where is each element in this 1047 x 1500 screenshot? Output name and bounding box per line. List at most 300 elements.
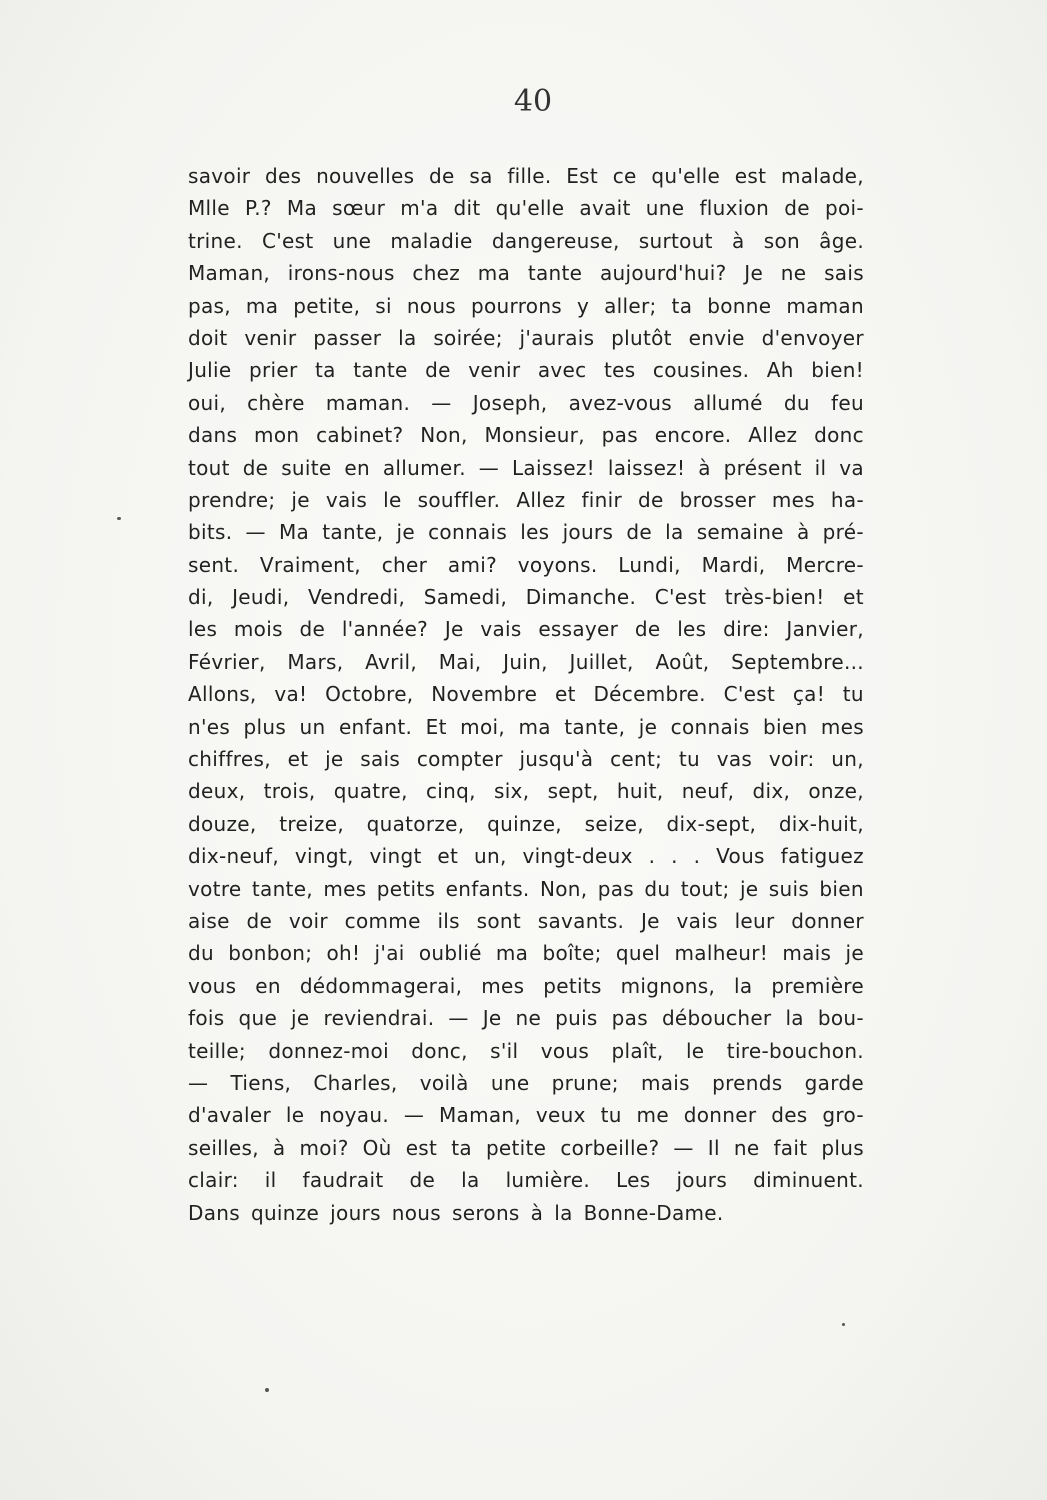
word: Vraiment, xyxy=(259,552,361,577)
word: Septembre... xyxy=(731,649,864,674)
word: dit xyxy=(453,196,481,221)
word: reviendrai. xyxy=(323,1006,435,1031)
word: venir xyxy=(244,325,297,350)
word: leur xyxy=(734,908,775,933)
word: mignons, xyxy=(620,973,716,998)
word: quinze xyxy=(250,1200,320,1225)
word: tes xyxy=(603,358,636,383)
text-line xyxy=(188,549,864,581)
word: dédommagerai, xyxy=(299,973,463,998)
word: Allez xyxy=(516,487,566,512)
word: surtout xyxy=(638,228,713,253)
word: Allez xyxy=(748,423,798,448)
word: fait xyxy=(773,1135,808,1160)
word: tire-bouchon. xyxy=(726,1038,864,1063)
word: bits. xyxy=(188,520,233,545)
text-line xyxy=(188,354,864,386)
text-line xyxy=(188,840,864,872)
word: sent. xyxy=(188,552,240,577)
word: y xyxy=(577,293,590,318)
text-line xyxy=(188,873,864,905)
word: tante xyxy=(527,261,583,286)
word: et xyxy=(843,585,864,610)
word: bien xyxy=(763,714,808,739)
word: quel xyxy=(615,941,661,966)
word: donner xyxy=(683,1103,757,1128)
word: oh! xyxy=(326,941,361,966)
word: qu'elle xyxy=(495,196,565,221)
ink-speck xyxy=(117,517,121,520)
word: des xyxy=(265,164,302,188)
word: je xyxy=(325,747,344,772)
word: oui, xyxy=(188,390,227,415)
word: mois xyxy=(233,617,283,642)
text-line xyxy=(188,1035,864,1067)
word: pas xyxy=(611,1006,648,1031)
word: de xyxy=(299,617,326,642)
word: Où xyxy=(362,1135,392,1160)
word: me xyxy=(636,1103,669,1128)
word: vais xyxy=(676,908,718,933)
word: puis xyxy=(555,1006,598,1031)
word: connais xyxy=(670,714,750,739)
word: sœur xyxy=(332,196,386,221)
word: savants. xyxy=(537,908,625,933)
word: j'aurais xyxy=(519,325,595,350)
word: prune; xyxy=(551,1070,619,1095)
word: de xyxy=(409,1168,436,1193)
word: va xyxy=(839,455,864,480)
word: fille. xyxy=(507,164,552,188)
word: de xyxy=(784,196,810,221)
word: . xyxy=(671,844,678,869)
word: envie xyxy=(688,325,745,350)
page-number: 40 xyxy=(513,84,553,119)
text-line xyxy=(188,711,864,743)
word: lumière. xyxy=(505,1168,590,1193)
word: de xyxy=(425,358,451,383)
text-line xyxy=(188,160,864,192)
word: dire: xyxy=(723,617,770,642)
word: Vendredi, xyxy=(307,585,406,610)
word: quatre, xyxy=(333,779,408,804)
word: mes xyxy=(820,714,864,739)
text-line xyxy=(188,646,864,678)
text-line xyxy=(188,1002,864,1034)
word: Ah xyxy=(766,358,794,383)
word: Monsieur, xyxy=(484,423,585,448)
word: quatorze, xyxy=(366,811,465,836)
word: Laissez! xyxy=(511,455,595,480)
text-line xyxy=(188,387,864,419)
word: cinq, xyxy=(426,779,476,804)
word: les xyxy=(520,520,550,545)
word: que xyxy=(238,1006,278,1031)
word: cent; xyxy=(610,747,663,772)
word: chez xyxy=(412,261,461,286)
word: Charles, xyxy=(313,1070,398,1095)
word: Juillet, xyxy=(569,649,634,674)
word: son xyxy=(763,228,800,253)
text-line xyxy=(188,1164,864,1196)
word: bien! xyxy=(811,358,864,383)
word: Non, xyxy=(539,876,588,901)
word: un, xyxy=(474,844,507,869)
word: Est xyxy=(566,164,599,188)
word: irons-nous xyxy=(287,261,395,286)
word: de xyxy=(634,617,661,642)
word: pas, xyxy=(188,293,231,318)
word: petite xyxy=(485,1135,547,1160)
word: n'es xyxy=(188,714,231,739)
word: noyau. xyxy=(319,1103,389,1128)
word: bonne xyxy=(707,293,772,318)
word: l'année? xyxy=(341,617,429,642)
word: donner xyxy=(791,908,864,933)
word: je xyxy=(638,714,658,739)
word: douze, xyxy=(188,811,257,836)
word: nouvelles xyxy=(316,164,415,188)
word: enfant. xyxy=(338,714,413,739)
word: connais xyxy=(428,520,508,545)
text-line xyxy=(188,1197,864,1229)
word: vais xyxy=(480,617,522,642)
word: huit, xyxy=(616,779,664,804)
word: il xyxy=(264,1168,277,1193)
word: ma xyxy=(477,261,511,286)
word: P.? xyxy=(244,196,272,221)
word: Dimanche. xyxy=(525,585,637,610)
word: — xyxy=(245,520,266,545)
text-line xyxy=(188,290,864,322)
text-line xyxy=(188,257,864,289)
word: pourrons xyxy=(471,293,563,318)
word: clair: xyxy=(188,1168,239,1193)
word: treize, xyxy=(279,811,344,836)
word: dangereuse, xyxy=(491,228,620,253)
word: laissez! xyxy=(607,455,686,480)
word: tout xyxy=(188,455,230,480)
word: première xyxy=(771,973,864,998)
word: et xyxy=(287,747,309,772)
word: C'est xyxy=(654,585,707,610)
text-line xyxy=(188,905,864,937)
text-line xyxy=(188,484,864,516)
word: diminuent. xyxy=(753,1168,864,1193)
word: Allons, xyxy=(188,682,257,707)
word: petits xyxy=(376,876,436,901)
text-line xyxy=(188,322,864,354)
word: ma xyxy=(518,714,551,739)
word: pas xyxy=(597,876,635,901)
word: Et xyxy=(425,714,447,739)
word: en xyxy=(344,455,370,480)
word: plus xyxy=(821,1135,864,1160)
word: faudrait xyxy=(302,1168,384,1193)
word: mais xyxy=(640,1070,690,1095)
word: la xyxy=(461,1168,480,1193)
word: le xyxy=(285,1103,305,1128)
word: enfants. xyxy=(445,876,530,901)
word: Il xyxy=(707,1135,720,1160)
word: vous xyxy=(188,973,237,998)
word: Bonne-Dame. xyxy=(583,1200,724,1225)
word: onze, xyxy=(808,779,864,804)
word: dans xyxy=(188,423,238,448)
word: — xyxy=(673,1135,694,1160)
word: de xyxy=(638,487,664,512)
word: Tiens, xyxy=(230,1070,292,1095)
word: du xyxy=(188,941,214,966)
word: trine. xyxy=(188,228,243,253)
word: teille; xyxy=(188,1038,246,1063)
word: des xyxy=(771,1103,808,1128)
word: la xyxy=(554,1200,573,1225)
word: est xyxy=(405,1135,438,1160)
word: et xyxy=(437,844,459,869)
word: Novembre xyxy=(431,682,538,707)
word: ma xyxy=(245,293,279,318)
word: donc, xyxy=(411,1038,468,1063)
word: ça! xyxy=(792,682,826,707)
word: Joseph, xyxy=(472,390,548,415)
text-line xyxy=(188,1132,864,1164)
word: Les xyxy=(616,1168,651,1193)
word: ne xyxy=(733,1135,760,1160)
word: en xyxy=(255,973,281,998)
word: seize, xyxy=(584,811,644,836)
word: malheur! xyxy=(674,941,769,966)
word: quinze, xyxy=(487,811,562,836)
text-line xyxy=(188,808,864,840)
word: avez-vous xyxy=(568,390,673,415)
word: dix, xyxy=(752,779,791,804)
word: suis xyxy=(768,876,810,901)
word: à xyxy=(796,520,810,545)
word: ta xyxy=(671,293,693,318)
word: fois xyxy=(188,1006,225,1031)
word: brosser xyxy=(679,487,756,512)
text-line xyxy=(188,678,864,710)
word: aujourd'hui? xyxy=(599,261,727,286)
word: si xyxy=(375,293,392,318)
word: — xyxy=(403,1103,425,1128)
word: est xyxy=(734,164,767,188)
word: fluxion xyxy=(699,196,770,221)
word: neuf, xyxy=(681,779,735,804)
word: très-bien! xyxy=(724,585,825,610)
text-line xyxy=(188,581,864,613)
word: prier xyxy=(249,358,298,383)
word: jusqu'à xyxy=(519,747,594,772)
word: tante, xyxy=(251,876,313,901)
word: Mercre- xyxy=(786,552,864,577)
word: voilà xyxy=(419,1070,469,1095)
word: mes xyxy=(481,973,525,998)
word: jours xyxy=(562,520,614,545)
word: Ma xyxy=(286,196,318,221)
word: la xyxy=(665,520,684,545)
word: je xyxy=(396,520,415,545)
word: seilles, xyxy=(188,1135,259,1160)
word: vingt-deux xyxy=(522,844,633,869)
word: vas xyxy=(716,747,753,772)
word: prendre; xyxy=(188,487,276,512)
word: petits xyxy=(543,973,602,998)
word: Je xyxy=(444,617,464,642)
word: cousines. xyxy=(652,358,750,383)
word: à xyxy=(698,455,711,480)
word: mes xyxy=(771,487,815,512)
word: petite, xyxy=(293,293,361,318)
word: Janvier, xyxy=(786,617,864,642)
word: une xyxy=(490,1070,530,1095)
word: maladie xyxy=(390,228,473,253)
word: Je xyxy=(640,908,660,933)
word: Août, xyxy=(655,649,710,674)
word: Je xyxy=(744,261,764,286)
word: allumé xyxy=(693,390,763,415)
word: garde xyxy=(804,1070,864,1095)
word: Mlle xyxy=(188,196,230,221)
word: plus xyxy=(243,714,287,739)
word: un xyxy=(299,714,326,739)
word: moi? xyxy=(299,1135,349,1160)
word: Maman, xyxy=(188,261,271,286)
word: avec xyxy=(537,358,587,383)
text-line xyxy=(188,225,864,257)
word: C'est xyxy=(261,228,314,253)
word: sept, xyxy=(547,779,599,804)
word: je xyxy=(291,1006,310,1031)
word: souffler. xyxy=(417,487,501,512)
word: cabinet? xyxy=(316,423,404,448)
word: gro- xyxy=(822,1103,864,1128)
word: un, xyxy=(831,747,864,772)
word: je xyxy=(739,876,759,901)
word: finir xyxy=(581,487,623,512)
word: . xyxy=(648,844,656,869)
word: suite xyxy=(281,455,332,480)
word: pré- xyxy=(822,520,864,545)
word: mes xyxy=(323,876,367,901)
word: fatiguez xyxy=(780,844,864,869)
word: voir: xyxy=(768,747,815,772)
word: Maman, xyxy=(438,1103,522,1128)
word: plutôt xyxy=(611,325,672,350)
word: comme xyxy=(344,908,421,933)
word: prends xyxy=(712,1070,783,1095)
word: Samedi, xyxy=(423,585,508,610)
word: ta xyxy=(315,358,336,383)
word: oublié xyxy=(418,941,482,966)
word: bou- xyxy=(817,1006,864,1031)
word: aller; xyxy=(604,293,657,318)
word: pas xyxy=(601,423,638,448)
word: encore. xyxy=(654,423,732,448)
word: tu xyxy=(678,747,700,772)
word: de xyxy=(626,520,652,545)
word: déboucher xyxy=(661,1006,772,1031)
word: C'est xyxy=(723,682,776,707)
word: vingt, xyxy=(294,844,354,869)
word: — xyxy=(188,1070,209,1095)
word: Mai, xyxy=(438,649,482,674)
word: mon xyxy=(254,423,300,448)
word: à xyxy=(272,1135,286,1160)
word: le xyxy=(383,487,402,512)
word: passer xyxy=(313,325,382,350)
word: chère xyxy=(247,390,305,415)
word: Dans xyxy=(188,1200,240,1225)
word: de xyxy=(242,455,269,480)
word: doit xyxy=(188,325,228,350)
word: — xyxy=(478,455,500,480)
word: ami? xyxy=(447,552,498,577)
word: semaine xyxy=(696,520,784,545)
word: ce xyxy=(612,164,637,188)
word: sont xyxy=(476,908,521,933)
word: donc xyxy=(814,423,864,448)
word: venir xyxy=(468,358,521,383)
word: m'a xyxy=(400,196,439,221)
word: chiffres, xyxy=(188,747,271,772)
word: Octobre, xyxy=(325,682,414,707)
word: Lundi, xyxy=(618,552,681,577)
word: le xyxy=(685,1038,705,1063)
word: bonbon; xyxy=(228,941,313,966)
word: jours xyxy=(330,1200,381,1225)
ink-speck xyxy=(265,1388,269,1392)
word: Julie xyxy=(188,358,232,383)
word: aise xyxy=(188,908,230,933)
word: vous xyxy=(540,1038,590,1063)
word: bien xyxy=(819,876,864,901)
text-line xyxy=(188,192,864,224)
word: Avril, xyxy=(365,649,417,674)
word: maman. xyxy=(325,390,411,415)
word: Je xyxy=(482,1006,502,1031)
word: Mardi, xyxy=(701,552,766,577)
word: il xyxy=(814,455,827,480)
word: avait xyxy=(579,196,631,221)
word: tu xyxy=(600,1103,622,1128)
word: Jeudi, xyxy=(232,585,290,610)
word: Mars, xyxy=(287,649,344,674)
word: dix-sept, xyxy=(666,811,757,836)
word: vais xyxy=(325,487,368,512)
word: savoir xyxy=(188,164,251,188)
ink-speck xyxy=(842,1323,845,1326)
word: compter xyxy=(416,747,503,772)
word: cher xyxy=(381,552,428,577)
word: ils xyxy=(437,908,460,933)
text-line xyxy=(188,419,864,451)
word: la xyxy=(734,973,753,998)
word: voyons. xyxy=(517,552,598,577)
text-line xyxy=(188,937,864,969)
word: de xyxy=(246,908,273,933)
word: voir xyxy=(288,908,328,933)
word: tante, xyxy=(322,520,384,545)
word: du xyxy=(783,390,810,415)
word: ne xyxy=(780,261,807,286)
word: deux, xyxy=(188,779,246,804)
word: di, xyxy=(188,585,214,610)
word: — xyxy=(431,390,452,415)
word: plaît, xyxy=(611,1038,664,1063)
word: soirée; xyxy=(433,325,503,350)
